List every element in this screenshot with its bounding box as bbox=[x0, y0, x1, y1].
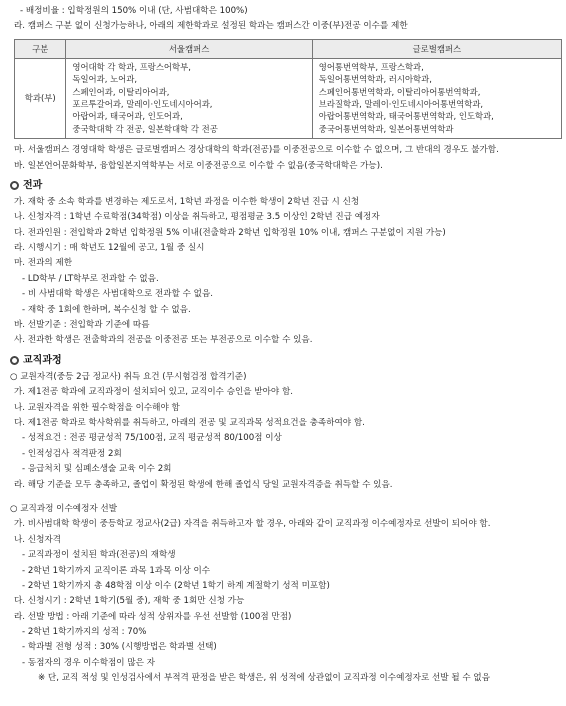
seoul-item: 중국학대학 각 전공, 일본학대학 각 전공 bbox=[72, 123, 218, 134]
list-item: 가. 재학 중 소속 학과를 변경하는 제도로서, 1학년 과정을 이수한 학생이 2학년 진급 시 신청 bbox=[14, 196, 360, 207]
global-item: 중국어통번역학과, 일본어통번역학과 bbox=[318, 123, 454, 134]
list-subitem: - 재학 중 1회에 한하며, 복수신청 할 수 없음. bbox=[22, 304, 191, 315]
list-item: 가. 제1전공 학과에 교직과정이 설치되어 있고, 교직이수 승인을 받아야 함. bbox=[14, 387, 293, 398]
quota-ratio-line: - 배정비율 : 입학정원의 150% 이내 (단, 사범대학은 100%) bbox=[20, 6, 248, 16]
table-header-global: 글로벌캠퍼스 bbox=[312, 39, 561, 58]
list-item: 나. 교원자격을 위한 필수학점을 이수해야 함 bbox=[14, 402, 180, 413]
list-subitem: - 학과별 전형 성적 : 30% (시행방법은 학과별 선택) bbox=[22, 642, 217, 653]
global-item: 독일어통번역학과, 러시아학과, bbox=[318, 74, 432, 85]
section-bullet-icon bbox=[10, 181, 19, 190]
seoul-item: 영어대학 각 학과, 프랑스어학부, bbox=[72, 61, 191, 72]
requirement-heading: ○ 교원자격(중등 2급 정교사) 취득 요건 (무시험검정 합격기준) bbox=[10, 371, 247, 382]
business-college-note: 마. 서울캠퍼스 경영대학 학생은 글로벌캠퍼스 경상대학의 학과(전공)를 이중전공으로 이수할 수 없으며, 그 반대의 경우도 불가함. bbox=[14, 145, 499, 156]
list-subitem: - 성적요건 : 전공 평균성적 75/100점, 교직 평균성적 80/100점 이상 bbox=[22, 433, 282, 444]
selection-note: ※ 단, 교직 적성 및 인성검사에서 부적격 판정을 받은 학생은, 위 성적에 상관없이 교직과정 이수예정자로 선발 될 수 없음 bbox=[38, 673, 491, 684]
teaching-title: 교직과정 bbox=[23, 354, 62, 366]
table-header-category: 구분 bbox=[15, 39, 66, 58]
table-header-row bbox=[15, 39, 562, 58]
teaching-section-heading bbox=[8, 351, 558, 370]
list-subitem: - LD학부 / LT학부로 전과할 수 없음. bbox=[22, 273, 159, 284]
transfer-title: 전과 bbox=[23, 179, 43, 191]
list-item: 다. 전과인원 : 전입학과 2학년 입학정원 5% 이내(전출학과 2학년 입학정원 10% 이내, 캠퍼스 구분없이 지원 가능) bbox=[14, 227, 446, 238]
list-item: 나. 신청자격 : 1학년 수료학점(34학점) 이상을 취득하고, 평점평균 3.5 이상인 2학년 진급 예정자 bbox=[14, 212, 380, 223]
list-subitem: - 2학년 1학기까지 교직이론 과목 1과목 이상 이수 bbox=[22, 565, 211, 576]
list-item: 나. 신청자격 bbox=[14, 534, 61, 545]
seoul-item: 독일어과, 노어과, bbox=[72, 74, 137, 85]
global-item: 아랍어통번역학과, 태국어통번역학과, 인도학과, bbox=[318, 111, 494, 122]
japanese-studies-note: 바. 일본언어문화학부, 융합일본지역학부는 서로 이중전공으로 이수할 수 없음(중국학대학은 가능). bbox=[14, 160, 383, 171]
list-item: 사. 전과한 학생은 전출학과의 전공을 이중전공 또는 부전공으로 이수할 수 있음. bbox=[14, 335, 313, 346]
list-item: 바. 선발기준 : 전입학과 기준에 따름 bbox=[14, 320, 150, 331]
table-row bbox=[15, 58, 562, 138]
list-subitem: - 교직과정이 설치된 학과(전공)의 재학생 bbox=[22, 550, 176, 561]
list-item: 마. 전과의 제한 bbox=[14, 258, 73, 269]
after-table-notes bbox=[8, 143, 558, 174]
list-subitem: - 비 사범대학 학생은 사범대학으로 전과할 수 없음. bbox=[22, 289, 213, 300]
seoul-item: 아랍어과, 태국어과, 인도어과, bbox=[72, 111, 183, 122]
list-subitem: - 2학년 1학기까지 총 48학점 이상 이수 (2학년 1학기 하계 계절학기 성적 미포함) bbox=[22, 580, 330, 591]
selection-heading: ○ 교직과정 이수예정자 선발 bbox=[10, 503, 118, 514]
list-subitem: - 응급처치 및 심폐소생술 교육 이수 2회 bbox=[22, 464, 172, 475]
list-item: 라. 해당 기준을 모두 충족하고, 졸업이 확정된 학생에 한해 졸업식 당일 교원자격증을 취득할 수 있음. bbox=[14, 479, 393, 490]
section-bullet-icon bbox=[10, 356, 19, 365]
list-item: 라. 시행시기 : 매 학년도 12월에 공고, 1월 중 실시 bbox=[14, 243, 205, 254]
list-item: 다. 제1전공 학과로 학사학위를 취득하고, 아래의 전공 및 교직과목 성적요건을 충족하여야 함. bbox=[14, 417, 365, 428]
campus-restriction-line: 라. 캠퍼스 구분 없이 신청가능하나, 아래의 제한학과로 설정된 학과는 캠퍼스간 이중(부)전공 이수를 제한 bbox=[14, 21, 408, 32]
list-item: 다. 신청시기 : 2학년 1학기(5월 중), 재학 중 1회만 신청 가능 bbox=[14, 596, 245, 607]
list-subitem: - 동점자의 경우 이수학점이 많은 자 bbox=[22, 657, 155, 668]
table-row-head: 학과(부) bbox=[15, 58, 66, 138]
global-item: 영어통번역학부, 프랑스학과, bbox=[318, 61, 424, 72]
seoul-campus-cell bbox=[66, 58, 312, 138]
list-item: 라. 선발 방법 : 아래 기준에 따라 성적 상위자를 우선 선발함 (100점 만점) bbox=[14, 611, 292, 622]
list-subitem: - 2학년 1학기까지의 성적 : 70% bbox=[22, 627, 147, 638]
global-item: 스페인어통번역학과, 이탈리아어통번역학과, bbox=[318, 86, 481, 97]
spacer bbox=[8, 493, 558, 502]
list-item: 가. 비사범대학 학생이 중등학교 정교사(2급) 자격을 취득하고자 할 경우, 아래와 같이 교직과정 이수예정자로 선발이 되어야 함. bbox=[14, 519, 491, 530]
global-item: 브라질학과, 말레이·인도네시아어통번역학과, bbox=[318, 98, 484, 109]
table-header-seoul: 서울캠퍼스 bbox=[66, 39, 312, 58]
seoul-item: 포르투갈어과, 말레이·인도네시아어과, bbox=[72, 98, 213, 109]
list-subitem: - 인적성검사 적격판정 2회 bbox=[22, 448, 122, 459]
global-campus-cell bbox=[312, 58, 561, 138]
seoul-item: 스페인어과, 이탈리아어과, bbox=[72, 86, 170, 97]
transfer-section-heading bbox=[8, 176, 558, 195]
restricted-departments-table bbox=[14, 39, 562, 139]
